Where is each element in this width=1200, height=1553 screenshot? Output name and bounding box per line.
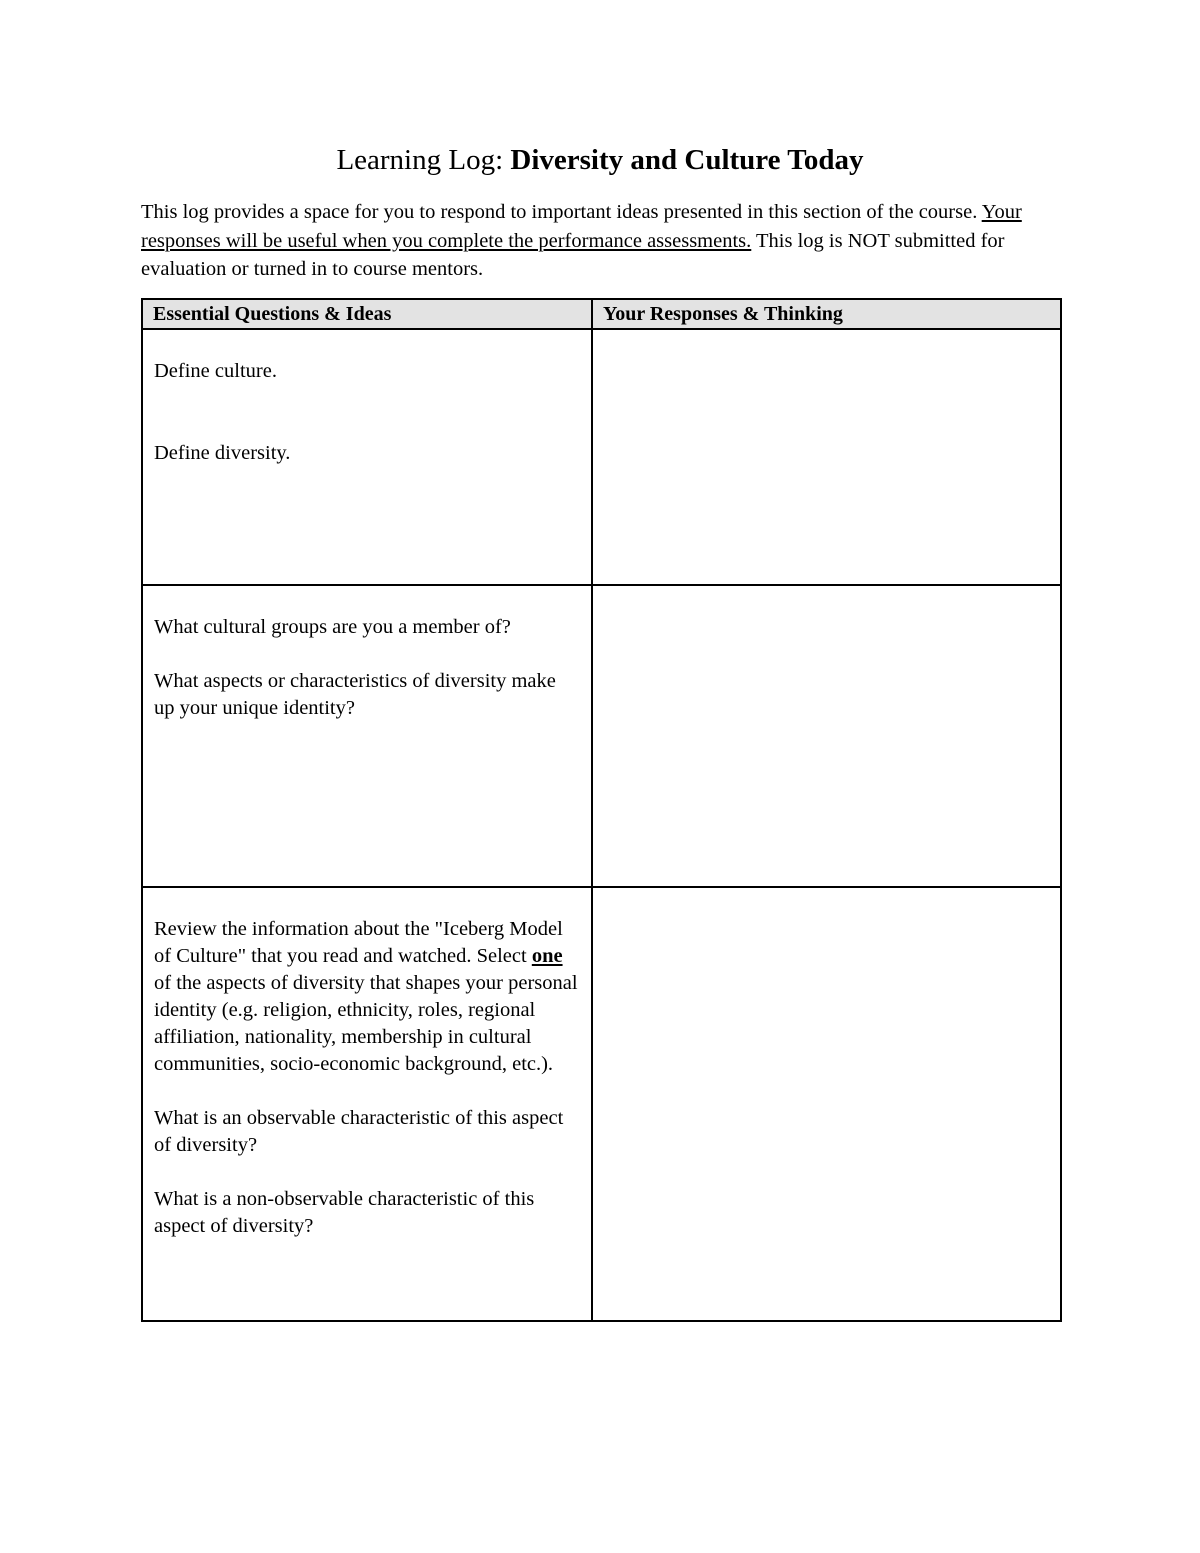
header-responses: Your Responses & Thinking	[592, 299, 1061, 329]
question-text: Define diversity.	[154, 442, 291, 464]
question-cell	[142, 585, 592, 887]
response-cell[interactable]	[592, 585, 1061, 887]
response-cell[interactable]	[592, 887, 1061, 1321]
question-text: What aspects or characteristics of diversity make up your unique identity?	[154, 670, 556, 719]
question-text: What is a non-observable characteristic of this aspect of diversity?	[154, 1188, 535, 1237]
question-text: What cultural groups are you a member of?	[154, 616, 511, 638]
title-prefix: Learning Log:	[336, 144, 511, 176]
response-cell[interactable]	[592, 329, 1061, 585]
question-text: Define culture.	[154, 360, 277, 382]
table-header-row	[142, 299, 1061, 329]
intro-paragraph	[141, 198, 1061, 284]
header-questions: Essential Questions & Ideas	[142, 299, 592, 329]
table-row	[142, 585, 1061, 887]
question-text	[154, 916, 581, 1078]
question-cell	[142, 329, 592, 585]
intro-text-before: This log provides a space for you to respond to important ideas presented in this section of the course.	[141, 201, 982, 223]
intro-text-after: This log is NOT submitted for evaluation or turned in to course mentors.	[141, 229, 1005, 280]
emphasis-one: one	[531, 945, 563, 967]
table-row	[142, 887, 1061, 1321]
question-cell	[142, 887, 592, 1321]
table-row	[142, 329, 1061, 585]
iceberg-text-after: of the aspects of diversity that shapes your personal identity (e.g. religion, ethnicity, roles, regional affiliation, nationality, membership in cultural communities, socio-economic background, etc.).	[154, 972, 578, 1075]
question-text: What is an observable characteristic of this aspect of diversity?	[154, 1107, 564, 1156]
page-title	[0, 142, 1200, 178]
learning-log-table	[141, 298, 1062, 1322]
intro-text-underlined: Your responses will be useful when you complete the performance assessments.	[141, 201, 1022, 252]
title-bold: Diversity and Culture Today	[510, 144, 864, 176]
iceberg-text-before: Review the information about the "Iceberg Model of Culture" that you read and watched. Select	[154, 918, 563, 967]
